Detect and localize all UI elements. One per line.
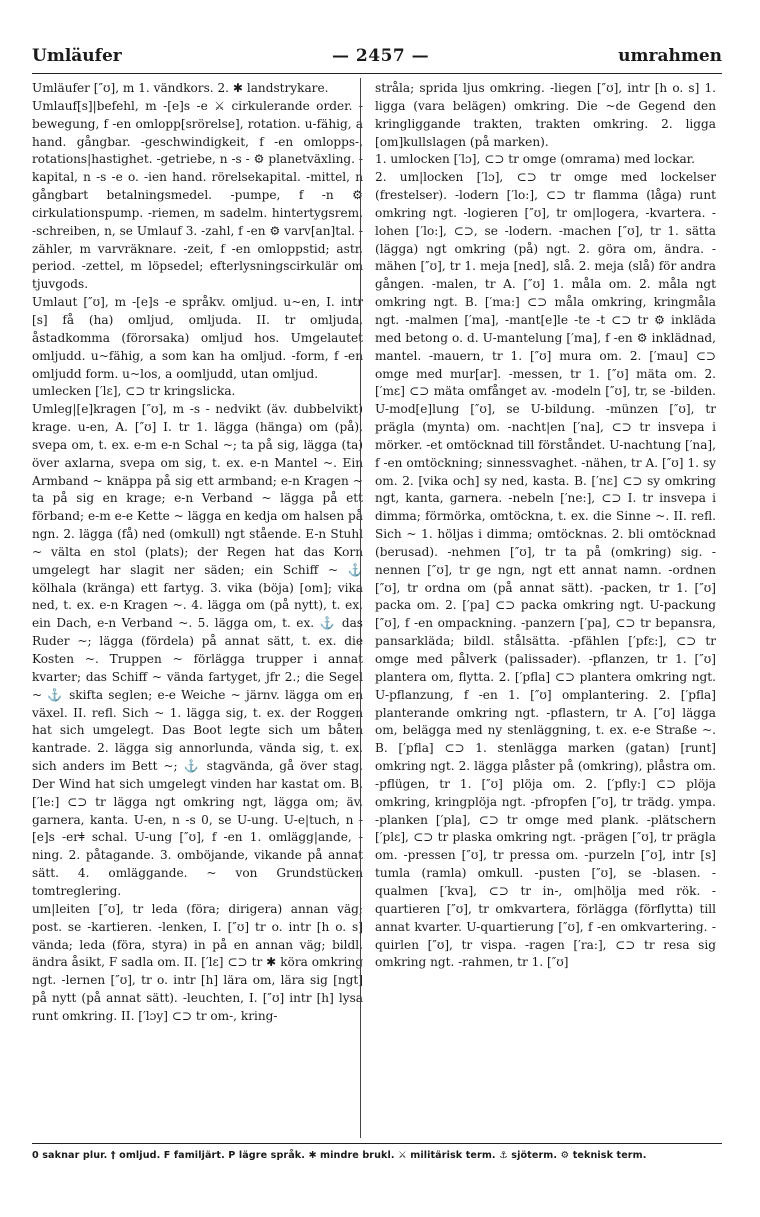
header-first-entry: Umläufer	[32, 46, 122, 66]
page-number: — 2457 —	[332, 46, 430, 66]
entry-paragraph: stråla; sprida ljus omkring. -liegen [″ʊ], intr [h o. s] 1. ligga (vara belägen) omkring. Die ~de Gegend den kringliggande trakten, trakten omkring. 2. ligga [om]kullslagen (på marken).	[375, 81, 716, 149]
page-header	[32, 46, 722, 74]
entry-paragraph: um|leiten [″ʊ], tr leda (föra; dirigera) annan väg; post. se -kartieren. -lenken, I. [″ʊ] tr o. intr [h o. s] vända; leda (föra, styra) in på en annan väg; bildl. ändra åsikt, F sadla om. II. [′lɛ] ⊂⊃ tr ✱ köra omkring ngt. -lernen [″ʊ], tr o. intr [h] lära om, lära sig [ngt] på nytt (på annat sätt). -leuchten, I. [″ʊ] intr [h] lysa runt omkring. II. [′lɔy] ⊂⊃ tr om-, kring-	[32, 901, 363, 1023]
entry-paragraph: Umläufer [″ʊ], m 1. vändkors. 2. ✱ landstrykare.	[32, 81, 329, 95]
abbreviation-legend: 0 saknar plur. † omljud. F familjärt. P lägre språk. ✱ mindre brukl. ⚔ militärisk term. ⚓ sjöterm. ⚙ teknisk term.	[32, 1150, 647, 1161]
header-last-entry: umrahmen	[618, 46, 722, 66]
footer-rule	[32, 1143, 722, 1144]
entry-paragraph: Umlauf[s]|befehl, m -[e]s -e ⚔ cirkulerande order. -bewegung, f -en omlopp[srörelse], rotation. u-fähig, a hand. gångbar. -geschwindigkeit, f -en omlopps-, rotations|hastighet. -getriebe, n -s - ⚙ planetväxling. -kapital, n -s -e o. -ien hand. rörelsekapital. -mittel, n gångbart betalningsmedel. -pumpe, f -n ⚙ cirkulationspump. -riemen, m sadelm. hintertygsrem. -schreiben, n, se Umlauf 3. -zahl, f -en ⚙ varv[an]tal. -zähler, m varvräknare. -zeit, f -en omloppstid; astr. period. -zettel, m löpsedel; efterlysningscirkulär om tjuvgods.	[32, 98, 363, 292]
left-column	[32, 80, 363, 1026]
entry-paragraph: umlecken [′lɛ], ⊂⊃ tr kringslicka.	[32, 384, 236, 399]
entry-paragraph: Umlaut [″ʊ], m -[e]s -e språkv. omljud. u~en, I. intr [s] få (ha) omljud, omljuda. II. tr omljuda, åstadkomma (förorsaka) omljud hos. Umgelautet omljudd. u~fähig, a som kan ha omljud. -form, f -en omljudd form. u~los, a oomljudd, utan omljud.	[32, 295, 363, 381]
header-rule	[32, 73, 722, 74]
right-column	[375, 80, 716, 972]
entry-paragraph: 2. um|locken [′lɔ], ⊂⊃ tr omge med lockelser (frestelser). -lodern [′lo:], ⊂⊃ tr flamma (låga) runt omkring ngt. -logieren [″ʊ], tr om|logera, -kvartera. -lohen [′lo:], ⊂⊃, se -lodern. -machen [″ʊ], tr 1. sätta (lägga) ngt omkring (på) ngt. 2. göra om, ändra. -mähen [″ʊ], tr 1. meja [ned], slå. 2. meja (slå) för andra gången. -malen, tr A. [″ʊ] 1. måla om. 2. måla ngt omkring ngt. B. [′ma:] ⊂⊃ måla omkring, kringmåla ngt. -malmen [′ma], -mant[e]le -te -t ⊂⊃ tr ⚙ inkläda med betong o. d. U-mantelung [′ma], f -en ⚙ inklädnad, mantel. -mauern, tr 1. [″ʊ] mura om. 2. [′mau] ⊂⊃ omge med mur[ar]. -messen, tr 1. [″ʊ] mäta om. 2. [′mɛ] ⊂⊃ mäta omfånget av. -modeln [″ʊ], tr, se -bilden. U-mod[e]lung [″ʊ], se U-bildung. -münzen [″ʊ], tr präglа (mynta) om. -nacht|en [′na], ⊂⊃ tr insvepa i mörker. -et omtöcknad till förståndet. U-nachtung [′na], f -en omtöckning; sinnessvaghet. -nähen, tr A. [″ʊ] 1. sy om. 2. [vika och] sy ned, kasta. B. [′nɛ] ⊂⊃ sy omkring ngt, kanta, garnera. -nebeln [′ne:], ⊂⊃ I. tr insvepa i dimma; förmörka, omtöckna, t. ex. die Sinne ~. II. refl. Sich ~ 1. höljas i dimma; omtöcknas. 2. bli omtöcknad (berusad). -nehmen [″ʊ], tr ta på (omkring) sig. -nennen [″ʊ], tr ge ngn, ngt ett annat namn. -ordnen [″ʊ], tr ordna om (på annat sätt). -packen, tr 1. [″ʊ] packa om. 2. [′pa] ⊂⊃ packa omkring ngt. U-packung [″ʊ], f -en ompackning. -panzern [′pa], ⊂⊃ tr bepansra, pansarkläda; bildl. stålsätta. -pfählen [′pfɛ:], ⊂⊃ tr omge med pålverk (palissader). -pflanzen, tr 1. [″ʊ] plantera om, flytta. 2. [′pfla] ⊂⊃ plantera omkring ngt. U-pflanzung, f -en 1. [″ʊ] omplantering. 2. [′pfla] planterande omkring ngt. -pflastern, tr A. [″ʊ] lägga om, belägga med ny stenläggning, t. ex. e-e Straße ~. B. [′pfla] ⊂⊃ 1. stenlägga marken (gatan) [runt] omkring ngt. 2. lägga plåster på (omkring), plåstra om. -pflügen, tr 1. [″ʊ] plöja om. 2. [′pfly:] ⊂⊃ plöja omkring, kringplöja ngt. -pfropfen [″ʊ], tr trädg. ympa. -planken [′pla], ⊂⊃ tr omge med plank. -plätschern [′plɛ], ⊂⊃ tr plaska omkring ngt. -prägen [″ʊ], tr präglа om. -pressen [″ʊ], tr pressa om. -purzeln [″ʊ], intr [s] tumla (ramla) omkull. -pusten [″ʊ], se -blasen. -qualmen [′kva], ⊂⊃ tr in-, om|hölja med rök. -quartieren [″ʊ], tr omkvartera, förlägga (förflytta) till annat kvarter. U-quartierung [″ʊ], f -en omkvartering. -quirlen [″ʊ], tr vispa. -ragen [′ra:], ⊂⊃ tr resa sig omkring ngt. -rahmen, tr 1. [″ʊ]	[375, 170, 716, 970]
entry-paragraph: Umleg|[e]kragen [″ʊ], m -s - nedvikt (äv. dubbelvikt) krage. u-en, A. [″ʊ] I. tr 1. lägga (hänga) om (på), svepa om, t. ex. e-m e-n Schal ~; ta på sig, lägga (ta) över axlarna, svepa om sig, t. ex. e-n Mantel ~. Ein Armband ~ knäppa på sig ett armband; e-n Kragen ~ ta på sig en krage; e-n Verband ~ lägga på ett förband; e-m e-e Kette ~ lägga en kedja om halsen på ngn. 2. lägga (få) ned (omkull) ngt stående. E-n Stuhl ~ välta en stol (plats); der Regen hat das Korn umgelegt har slagit ner säden; ein Schiff ~ ⚓ kölhala (kränga) ett fartyg. 3. vika (böja) [om]; vika ned, t. ex. e-n Kragen ~. 4. lägga om (på nytt), t. ex. ein Dach, e-n Verband ~. 5. lägga om, t. ex. ⚓ das Ruder ~; lägga (fördela) på annat sätt, t. ex. die Kosten ~. Truppen ~ förlägga trupper i annat kvarter; das Schiff ~ vända fartyget, jfr 2.; die Segel ~ ⚓ skifta seglen; e-e Weiche ~ järnv. lägga om en växel. II. refl. Sich ~ 1. lägga sig, t. ex. der Roggen hat sich umgelegt. Das Boot legte sich um båten kantrade. 2. lägga sig annorlunda, vända sig, t. ex. sich anders im Bett ~; ⚓ stagvända, gå över stag. Der Wind hat sich umgelegt vinden har kastat om. B. [′le:] ⊂⊃ tr lägga ngt omkring ngt, lägga om; äv. garnera, kanta. U-en, n -s 0, se U-ung. U-e|tuch, n -[e]s -erǂ schal. U-ung [″ʊ], f -en 1. omlägg|ande, -ning. 2. påtagande. 3. omböjande, vikande på annat sätt. 4. omläggande. ~ von Grundstücken tomtreglering.	[32, 402, 363, 898]
entry-paragraph: 1. umlocken [′lɔ], ⊂⊃ tr omge (omrama) med lockar.	[375, 152, 695, 167]
column-divider	[360, 78, 361, 1138]
